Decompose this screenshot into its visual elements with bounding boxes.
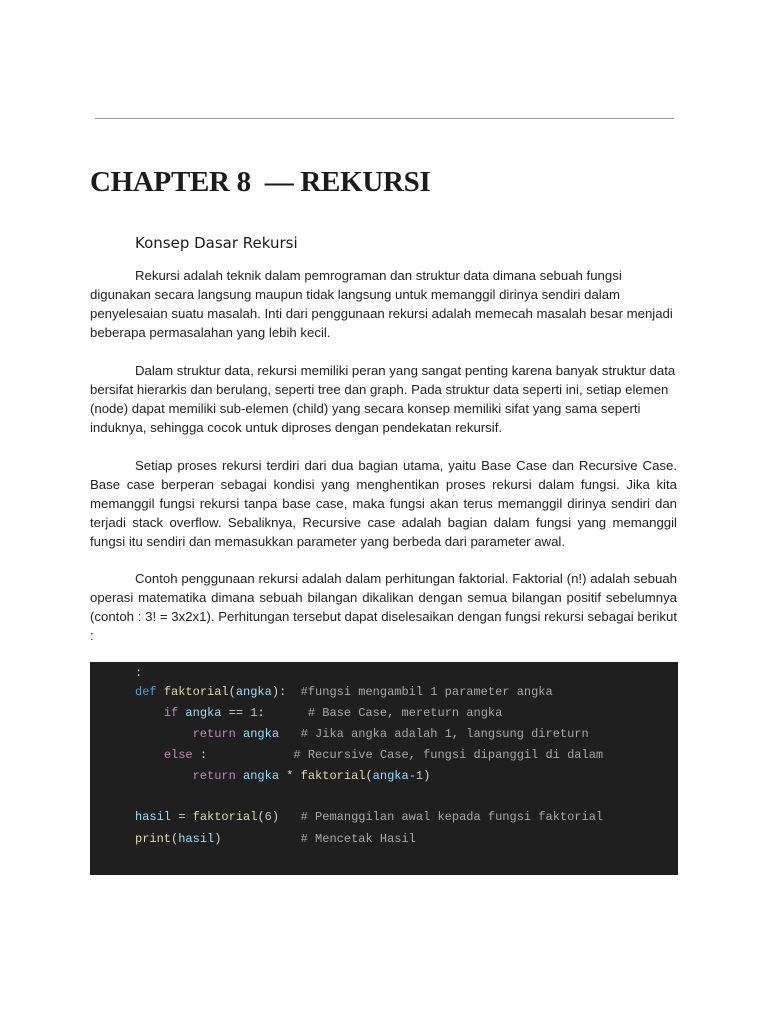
code-token: ( [257, 810, 265, 824]
code-comment: # Recursive Case, fungsi dipanggil di dalam [293, 748, 604, 762]
code-comment: # Jika angka adalah 1, langsung direturn [300, 727, 589, 741]
code-function: print [135, 832, 172, 846]
code-number: 1 [250, 706, 258, 720]
code-line [135, 727, 589, 741]
code-line [135, 769, 430, 783]
code-comment: # Mencetak Hasil [300, 832, 416, 846]
code-token: - [408, 769, 416, 783]
code-keyword: if [163, 706, 179, 720]
paragraph-rekursi-data-structure: Dalam struktur data, rekursi memiliki peran yang sangat penting karena banyak struktur data bersifat hierarkis dan berulang, seperti tree dan graph. Pada struktur data seperti ini, setiap elemen (node) dapat memiliki sub-elemen (child) yang secara konsep memiliki sifat yang sama seperti induknya, sehingga cocok untuk diproses dengan pendekatan rekursif. [90, 363, 676, 435]
code-number: 6 [264, 810, 272, 824]
code-token: ): [271, 685, 287, 699]
section-heading: Konsep Dasar Rekursi [135, 234, 298, 252]
code-variable: angka [235, 685, 272, 699]
code-keyword: else [163, 748, 193, 762]
code-token: = [178, 810, 186, 824]
paragraph-rekursi-definition: Rekursi adalah teknik dalam pemrograman dan struktur data dimana sebuah fungsi digunakan secara langsung maupun tidak langsung untuk memanggil dirinya sendiri dalam penyelesaian suatu masalah. Inti dari penggunaan rekursi adalah memecah masalah besar menjadi beberapa permasalahan yang lebih kecil. [90, 268, 673, 340]
paragraph-factorial-example: Contoh penggunaan rekursi adalah dalam perhitungan faktorial. Faktorial (n!) adalah sebuah operasi matematika dimana sebuah bilangan dikalikan dengan semua bilangan positif sebelumnya (contoh : 3! = 3x2x1). Perhitungan tersebut dapat diselesaikan dengan fungsi rekursi sebagai berikut : [90, 571, 677, 643]
code-comment: #fungsi mengambil 1 parameter angka [300, 685, 553, 699]
code-number: 1 [415, 769, 424, 783]
code-variable: angka [185, 706, 222, 720]
code-token: : [257, 706, 265, 720]
code-token: ) [423, 769, 431, 783]
code-line [135, 666, 142, 680]
code-token: : [135, 666, 143, 680]
code-block [90, 662, 678, 875]
code-variable: angka [243, 727, 280, 741]
chapter-title: CHAPTER 8 — REKURSI [90, 166, 431, 198]
code-line [135, 748, 603, 762]
code-variable: angka [243, 769, 280, 783]
code-variable: angka [372, 769, 409, 783]
code-line [135, 706, 502, 720]
code-line [135, 685, 553, 699]
code-function: faktorial [163, 685, 229, 699]
code-keyword: return [192, 727, 236, 741]
paragraph-base-recursive-case: Setiap proses rekursi terdiri dari dua bagian utama, yaitu Base Case dan Recursive Case. Base case berperan sebagai kondisi yang menghentikan proses rekursi dalam fungsi. Jika kita memanggil fungsi rekursi tanpa base case, maka fungsi akan terus memanggil dirinya sendiri dan terjadi stack overflow. Sebaliknya, Recursive case adalah bagian dalam fungsi yang memanggil fungsi itu sendiri dan memasukkan parameter yang berbeda dari parameter awal. [90, 458, 677, 549]
code-token: * [286, 769, 294, 783]
code-variable: hasil [178, 832, 215, 846]
header-divider [95, 118, 674, 119]
code-token: ( [228, 685, 236, 699]
code-keyword: return [192, 769, 236, 783]
code-function: faktorial [300, 769, 366, 783]
code-token: ) [271, 810, 280, 824]
code-function: faktorial [192, 810, 258, 824]
code-token: ) [214, 832, 222, 846]
code-keyword: def [135, 685, 157, 699]
code-comment: # Base Case, mereturn angka [307, 706, 503, 720]
code-token: ( [365, 769, 373, 783]
code-token: == [228, 706, 244, 720]
code-line [135, 832, 416, 846]
code-variable: hasil [135, 810, 172, 824]
code-token: ( [171, 832, 179, 846]
code-line [135, 810, 603, 824]
code-comment: # Pemanggilan awal kepada fungsi faktorial [300, 810, 604, 824]
code-token: : [199, 748, 208, 762]
